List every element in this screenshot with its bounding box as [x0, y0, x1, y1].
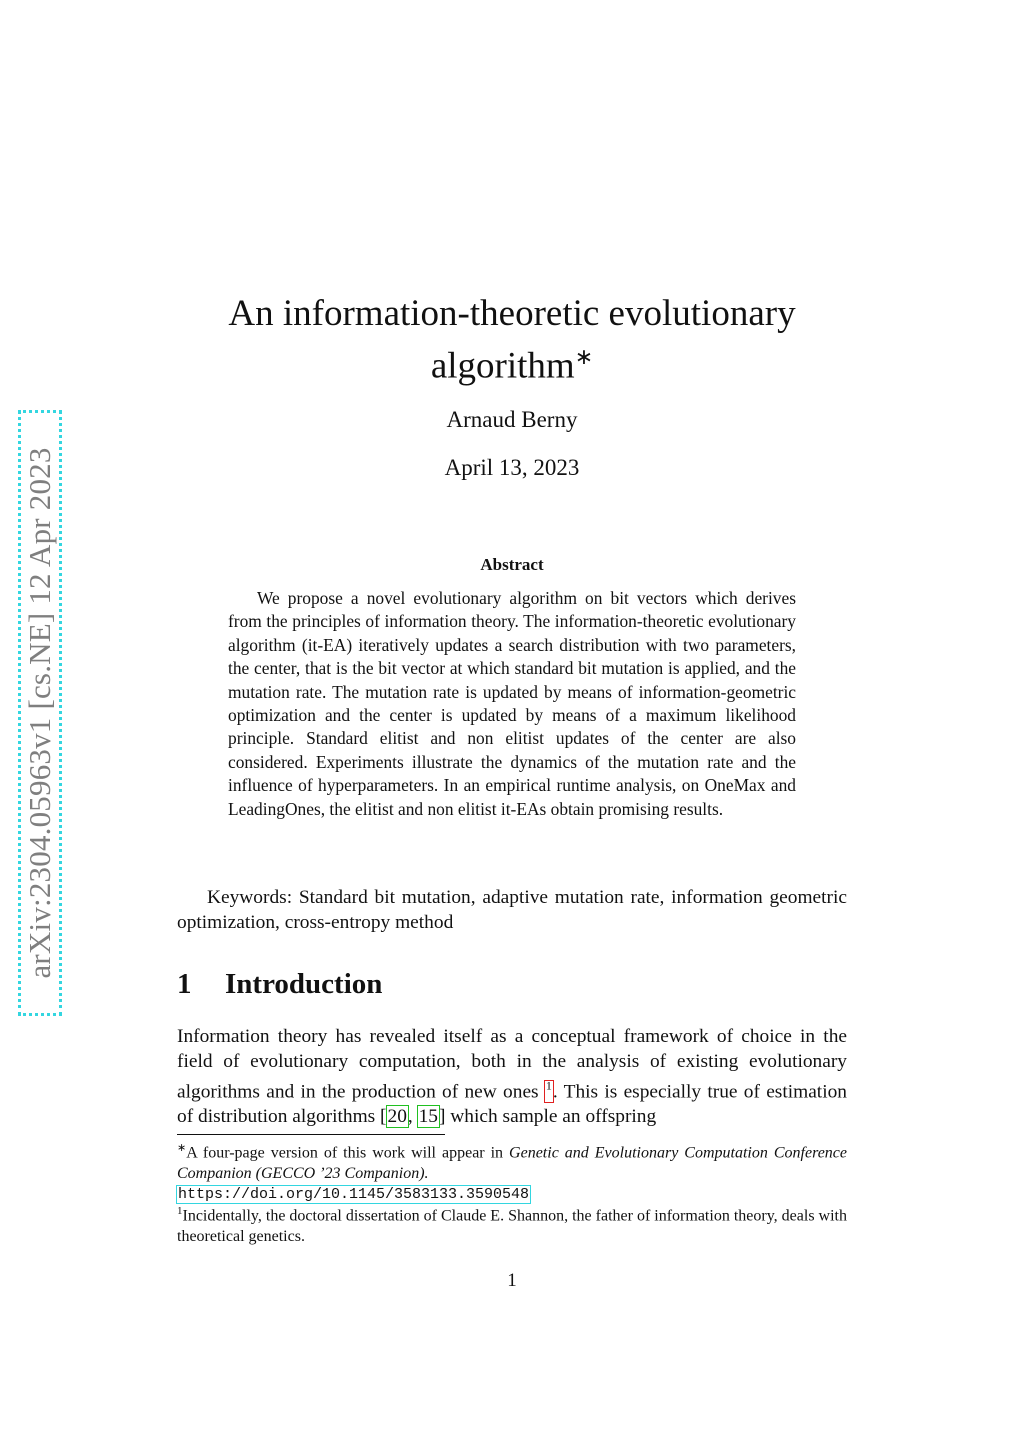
footnote-2: [177, 1201, 847, 1247]
title-line-2: algorithm: [430, 345, 575, 387]
footnote-1-text: A four-page version of this work will appear in: [186, 1144, 510, 1162]
keywords: Keywords: Standard bit mutation, adaptive mutation rate, information geometric optimization, cross-entropy method: [177, 887, 847, 933]
footnote-1-mark: ∗: [177, 1142, 187, 1154]
footnote-1-venue: Genetic and Evolutionary Computation Conference Companion (GECCO ’23 Companion).: [177, 1144, 848, 1182]
section-number: 1: [177, 968, 192, 1000]
citation-separator: ,: [407, 1106, 418, 1128]
title-footnote-mark[interactable]: ∗: [574, 344, 594, 369]
abstract-heading: Abstract: [480, 555, 544, 574]
arxiv-stamp[interactable]: arXiv:2304.05963v1 [cs.NE] 12 Apr 2023: [22, 447, 57, 979]
footnote-2-text: Incidentally, the doctoral dissertation of Claude E. Shannon, the father of information theory, deals with theoretical genetics.: [177, 1207, 847, 1245]
intro-text-3: ] which sample an offspring: [439, 1106, 657, 1128]
title-line-1: An information-theoretic evolutionary: [228, 293, 796, 334]
footnote-1: [177, 1138, 847, 1206]
author-name: Arnaud Berny: [446, 407, 578, 432]
footnote-2-mark: 1: [177, 1205, 183, 1217]
footnote-ref-link[interactable]: [545, 1081, 553, 1102]
footnote-divider: [177, 1134, 445, 1135]
section-heading: [177, 968, 382, 1001]
intro-paragraph: [177, 1024, 847, 1129]
publication-date: April 13, 2023: [444, 455, 580, 480]
citation-link-15[interactable]: 15: [418, 1106, 438, 1128]
intro-text-2: . This is especially true of estimation of distribution algorithms [: [177, 1081, 847, 1128]
section-title: Introduction: [225, 968, 383, 1000]
doi-link[interactable]: https://doi.org/10.1145/3583133.3590548: [178, 1186, 530, 1204]
paper-title: [176, 292, 848, 387]
intro-text-1: Information theory has revealed itself as a conceptual framework of choice in the field of evolutionary computation, both in the analysis of existing evolutionary algorithms and in the production of new ones: [177, 1026, 847, 1103]
footnote-ref-number[interactable]: 1: [545, 1079, 552, 1093]
page-number: 1: [507, 1270, 517, 1291]
citation-link-20[interactable]: 20: [387, 1106, 407, 1128]
abstract-text: We propose a novel evolutionary algorithm on bit vectors which derives from the principles of information theory. The information-theoretic evolutionary algorithm (it-EA) iteratively updates a search distribution with two parameters, the center, that is the bit vector at which standard bit mutation is applied, and the mutation rate. The mutation rate is updated by means of information-geometric optimization and the center is updated by means of a maximum likelihood principle. Standard elitist and non elitist updates of the center are also considered. Experiments illustrate the dynamics of the mutation rate and the influence of hyperparameters. In an empirical runtime analysis, on OneMax and LeadingOnes, the elitist and non elitist it-EAs obtain promising results.: [228, 588, 796, 819]
